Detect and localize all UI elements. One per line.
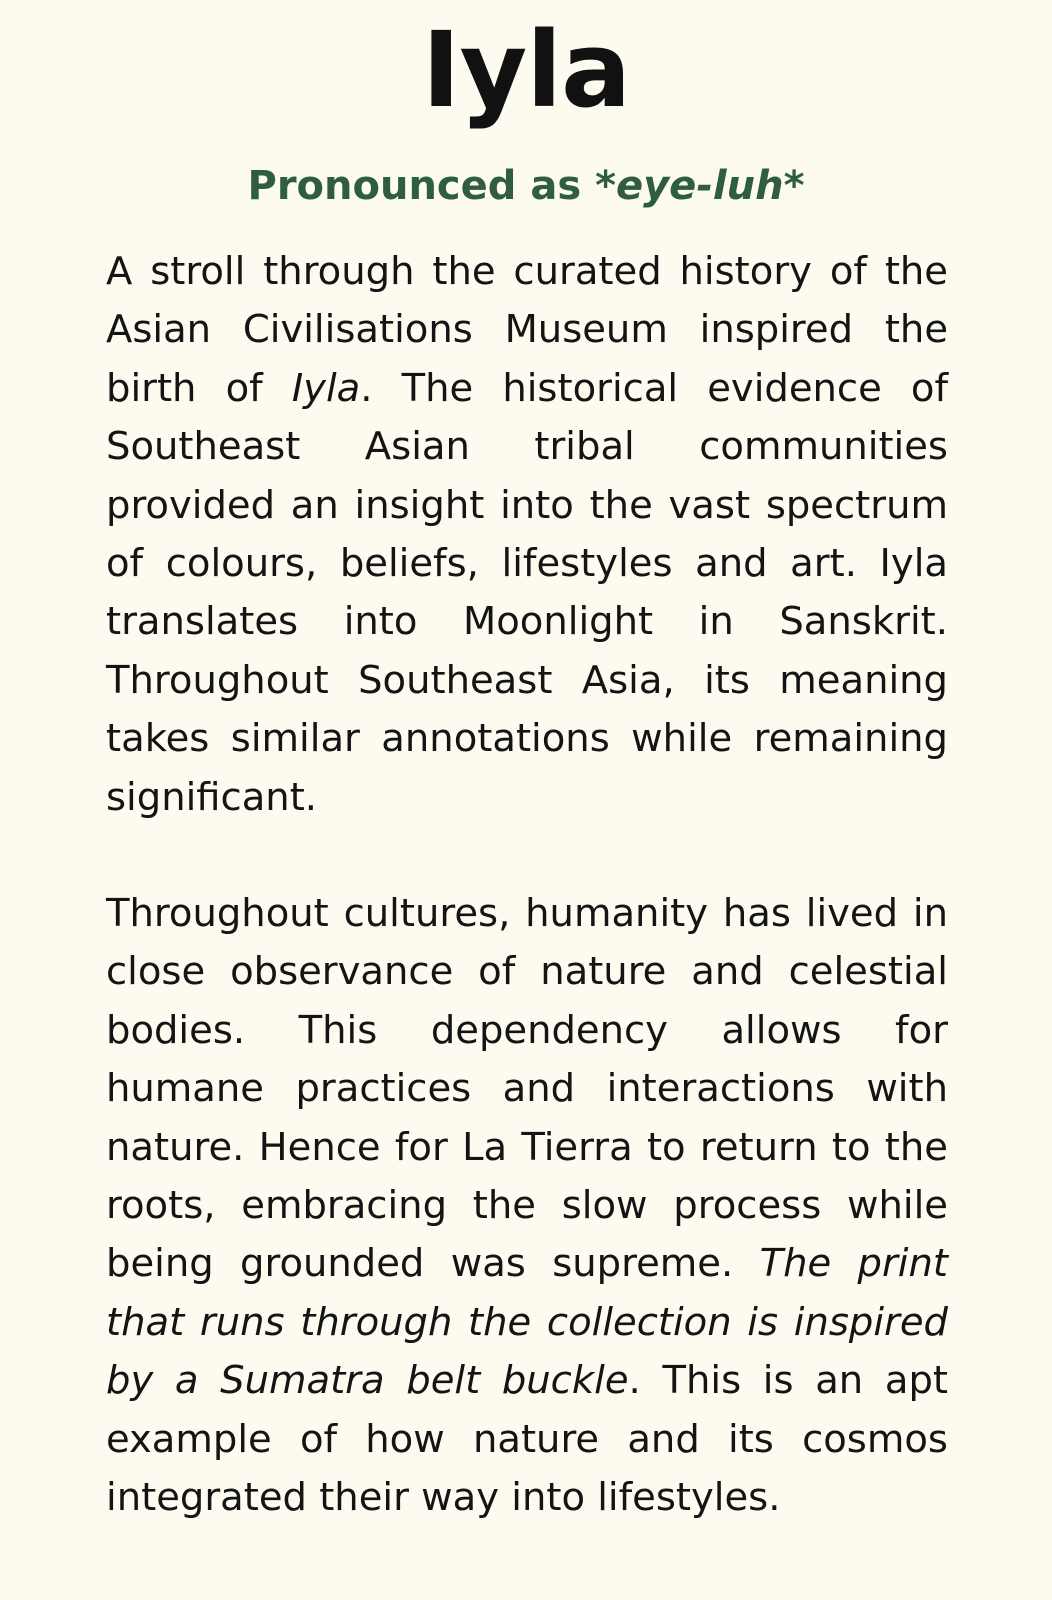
page-title: Iyla — [421, 9, 631, 131]
paragraph-2-text-end: . This is an apt example of how nature and its cosmos integrated their way into lifestyles. — [106, 1358, 948, 1521]
paragraph-1-text-start: A stroll through the curated history of the Asian Civilisations Museum inspired the birth of — [106, 249, 948, 411]
paragraph-2-text-start: Throughout cultures, humanity has lived in close observance of nature and celestial bodies. This dependency allows for humane practices and interactions with nature. Hence for La Tierra to return to the roots, embracing the slow process while being grounded was supreme. — [106, 891, 948, 1287]
body-paragraph-1 — [106, 243, 948, 827]
paragraph-2-emphasis: The print that runs through the collection is inspired by a Sumatra belt buckle — [106, 1241, 948, 1404]
body-paragraph-2 — [106, 885, 948, 1527]
paragraph-1-text-end: . The historical evidence of Southeast Asian tribal communities provided an insight into the vast spectrum of colours, beliefs, lifestyles and art. Iyla translates into Moonlight in Sanskrit. Throughout Southeast Asia, its meaning takes similar annotations while remaining significant. — [106, 365, 948, 820]
paragraph-1-emphasis: Iyla — [291, 365, 361, 411]
pronunciation-phonetic: *eye-luh* — [595, 163, 805, 209]
pronunciation-prefix: Pronounced as — [247, 163, 596, 209]
pronunciation-line — [0, 158, 1052, 214]
